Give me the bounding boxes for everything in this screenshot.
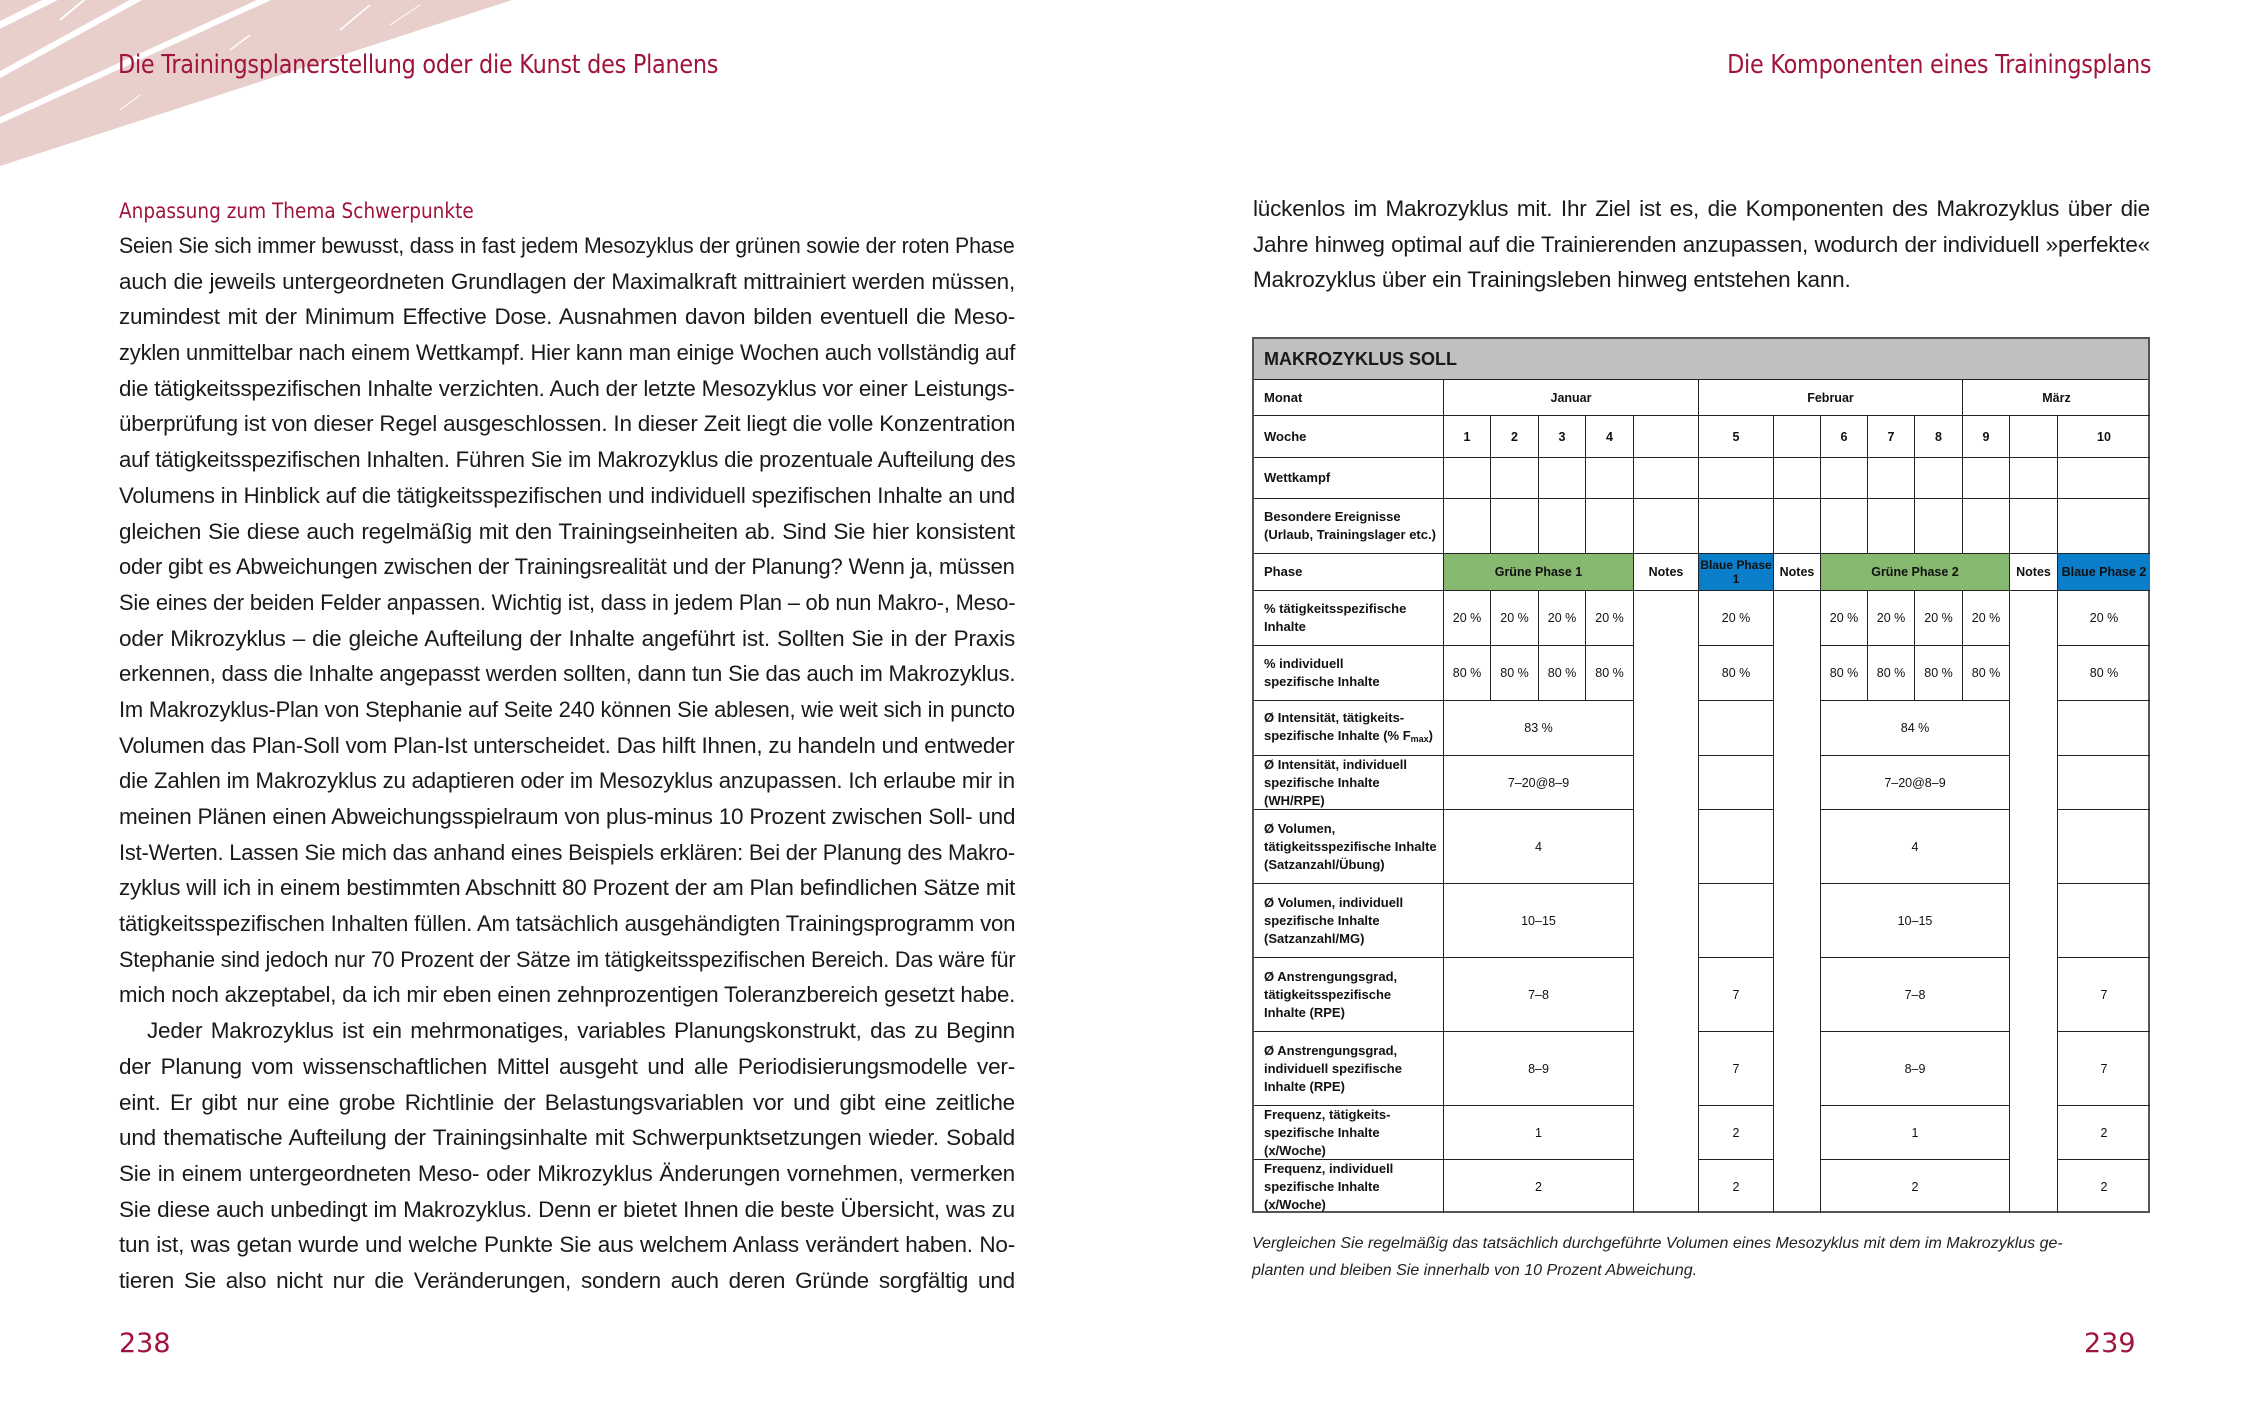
week-7: 7 bbox=[1868, 416, 1915, 458]
row-label-intensitaet-taetigkeit bbox=[1254, 701, 1444, 756]
value-cell bbox=[1699, 701, 1774, 756]
week-1: 1 bbox=[1444, 416, 1491, 458]
empty-cell bbox=[1868, 458, 1915, 499]
label-line: spezifische Inhalte bbox=[1264, 912, 1380, 928]
notes-col-week bbox=[2010, 416, 2058, 458]
empty-cell bbox=[2010, 499, 2058, 554]
week-2: 2 bbox=[1491, 416, 1539, 458]
value-cell: 8–9 bbox=[1821, 1032, 2010, 1106]
month-februar: Februar bbox=[1699, 380, 1963, 416]
empty-cell bbox=[2010, 458, 2058, 499]
value-cell: 7–20@8–9 bbox=[1821, 756, 2010, 810]
value-cell: 4 bbox=[1444, 810, 1634, 884]
text-line: tätigkeitsspezifischen Inhalten füllen. Am tatsächlich ausgehändigten Trainingsprogramm von bbox=[119, 911, 1016, 937]
text-line: meinen Plänen einen Abweichungsspielraum von plus-minus 10 Prozent zwischen Soll- und bbox=[119, 804, 1016, 829]
row-label-frequenz-taetigkeit bbox=[1254, 1106, 1444, 1160]
value-cell: 84 % bbox=[1821, 701, 2010, 756]
label-line: % tätigkeitsspezifische bbox=[1264, 601, 1407, 616]
empty-cell bbox=[1634, 499, 1699, 554]
empty-cell bbox=[1444, 499, 1491, 554]
paragraph-1 bbox=[119, 228, 1015, 1013]
value-cell: 80 % bbox=[2058, 646, 2150, 701]
value-cell: 83 % bbox=[1444, 701, 1634, 756]
value-cell: 7–8 bbox=[1821, 958, 2010, 1032]
value-cell: 8–9 bbox=[1444, 1032, 1634, 1106]
text-line: erkennen, dass die Inhalte angepasst werden sollten, dann tun Sie das auch im Makrozyklus. bbox=[119, 661, 1016, 687]
text-line: die tätigkeitsspezifischen Inhalte verzichten. Auch der letzte Mesozyklus vor einer Leistungs- bbox=[119, 375, 1015, 401]
value-cell: 10–15 bbox=[1821, 884, 2010, 958]
text-line: und thematische Aufteilung der Trainingsinhalte mit Schwerpunktsetzungen wieder. Sobald bbox=[119, 1125, 1015, 1151]
label-line: (Satzanzahl/Übung) bbox=[1264, 856, 1385, 872]
value-cell: 20 % bbox=[1963, 591, 2010, 646]
week-3: 3 bbox=[1539, 416, 1586, 458]
empty-cell bbox=[1821, 458, 1868, 499]
value-cell bbox=[2058, 701, 2150, 756]
label-line: Besondere Ereignisse bbox=[1264, 509, 1401, 524]
row-label-ereignisse bbox=[1254, 499, 1444, 554]
month-maerz: März bbox=[1963, 380, 2150, 416]
text-line: Volumen das Plan-Soll vom Plan-Ist unterscheidet. Das hilft Ihnen, zu handeln und entweder bbox=[119, 732, 1015, 758]
empty-cell bbox=[1963, 499, 2010, 554]
row-label-monat: Monat bbox=[1254, 380, 1444, 416]
text-line: gleichen Sie diese auch regelmäßig mit den Trainingseinheiten ab. Sind Sie hier konsistent bbox=[119, 518, 1015, 544]
value-cell: 80 % bbox=[1915, 646, 1963, 701]
row-label-wettkampf: Wettkampf bbox=[1254, 458, 1444, 499]
value-cell: 20 % bbox=[1821, 591, 1868, 646]
label-line: individuell spezifische bbox=[1264, 1060, 1402, 1076]
empty-cell bbox=[1963, 458, 2010, 499]
label-line: Inhalte bbox=[1264, 619, 1306, 634]
empty-cell bbox=[2058, 499, 2150, 554]
text-line: Volumens in Hinblick auf die tätigkeitsspezifischen und individuell spezifischen Inhalte an und bbox=[119, 482, 1016, 508]
label-line: spezifische Inhalte (x/Woche) bbox=[1264, 1178, 1380, 1212]
row-label-pct-individuell bbox=[1254, 646, 1444, 701]
value-cell: 2 bbox=[2100, 1179, 2108, 1194]
row-label-anstrengung-taetigkeit bbox=[1254, 958, 1444, 1032]
text-line: zyklus will ich in einem bestimmten Abschnitt 80 Prozent der am Plan befindlichen Sätze mit bbox=[119, 875, 1016, 901]
value-cell: 2 bbox=[1821, 1160, 2010, 1213]
page-number-left: 238 bbox=[119, 1328, 171, 1359]
value-cell: 7–8 bbox=[1444, 958, 1634, 1032]
table-caption bbox=[1252, 1230, 2152, 1284]
empty-cell bbox=[1774, 499, 1821, 554]
empty-cell bbox=[1915, 458, 1963, 499]
value-cell bbox=[2058, 884, 2150, 958]
notes-column-1 bbox=[1634, 591, 1699, 1213]
label-line bbox=[1264, 727, 1433, 748]
value-cell: 20 % bbox=[1491, 591, 1539, 646]
label-line: % individuell bbox=[1264, 656, 1344, 671]
text-line: Sie diese auch unbedingt im Makrozyklus. Denn er bietet Ihnen die beste Übersicht, was zu bbox=[119, 1196, 1015, 1222]
value-cell: 2 bbox=[1444, 1160, 1634, 1213]
value-cell: 80 % bbox=[1963, 646, 2010, 701]
notes-column-2 bbox=[1774, 591, 1821, 1213]
text-line: Im Makrozyklus-Plan von Stephanie auf Seite 240 können Sie ablesen, wie weit sich in puncto bbox=[119, 696, 1015, 722]
label-line: (Urlaub, Trainingslager etc.) bbox=[1264, 527, 1436, 542]
row-label-anstrengung-individuell bbox=[1254, 1032, 1444, 1106]
text-line: tun ist, was getan wurde und welche Punkte Sie aus welchem Anlass verändert haben. No- bbox=[119, 1232, 1015, 1258]
label-line: Inhalte (RPE) bbox=[1264, 1004, 1345, 1020]
value-cell: 80 % bbox=[1539, 646, 1586, 701]
text-line: Makrozyklus über ein Trainingsleben hinweg entstehen kann. bbox=[1253, 267, 1851, 293]
value-cell bbox=[2058, 810, 2150, 884]
text-line: oder gibt es Abweichungen zwischen der Trainingsrealität und der Planung? Wenn ja, müssen bbox=[119, 554, 1015, 580]
empty-cell bbox=[1699, 458, 1774, 499]
phase-notes-1: Notes bbox=[1634, 554, 1699, 591]
value-cell bbox=[1699, 756, 1774, 810]
caption-line: Vergleichen Sie regelmäßig das tatsächlich durchgeführte Volumen eines Mesozyklus mit dem im Makrozyklus ge- bbox=[1252, 1235, 2063, 1252]
label-line: spezifische Inhalte (x/Woche) bbox=[1264, 1124, 1380, 1158]
notes-col-week bbox=[1634, 416, 1699, 458]
empty-cell bbox=[1821, 499, 1868, 554]
text-line: Ist-Werten. Lassen Sie mich das anhand eines Beispiels erklären: Bei der Planung des Makro- bbox=[119, 839, 1015, 865]
empty-cell bbox=[1444, 458, 1491, 499]
label-line: Ø Anstrengungsgrad, bbox=[1264, 968, 1398, 984]
label-line: tätigkeitsspezifische Inhalte bbox=[1264, 838, 1437, 854]
week-5: 5 bbox=[1699, 416, 1774, 458]
row-label-volumen-taetigkeit bbox=[1254, 810, 1444, 884]
value-cell bbox=[1699, 884, 1774, 958]
text-line: lückenlos im Makrozyklus mit. Ihr Ziel ist es, die Komponenten des Makrozyklus über die bbox=[1253, 196, 2150, 221]
subscript: max bbox=[1410, 733, 1429, 744]
empty-cell bbox=[1539, 499, 1586, 554]
value-cell: 20 % bbox=[1699, 591, 1774, 646]
value-cell: 80 % bbox=[1491, 646, 1539, 701]
text-line: zyklen unmittelbar nach einem Wettkampf. Hier kann man einige Wochen auch vollständig auf bbox=[119, 340, 1016, 366]
value-cell: 20 % bbox=[1539, 591, 1586, 646]
empty-cell bbox=[1774, 458, 1821, 499]
label-line: Ø Volumen, bbox=[1264, 820, 1336, 836]
text-line: Jeder Makrozyklus ist ein mehrmonatiges, variables Planungskonstrukt, das zu Beginn bbox=[147, 1018, 1015, 1044]
row-label-volumen-individuell bbox=[1254, 884, 1444, 958]
notes-col-week bbox=[1774, 416, 1821, 458]
phase-gruen-1: Grüne Phase 1 bbox=[1444, 554, 1634, 591]
label-text: ) bbox=[1428, 727, 1434, 743]
value-cell: 80 % bbox=[1586, 646, 1634, 701]
value-cell: 20 % bbox=[1915, 591, 1963, 646]
caption-line: planten und bleiben Sie innerhalb von 10 Prozent Abweichung. bbox=[1252, 1262, 1698, 1279]
value-cell: 20 % bbox=[1444, 591, 1491, 646]
label-text: spezifische Inhalte (% F bbox=[1264, 727, 1411, 743]
value-cell: 7 bbox=[2058, 1032, 2150, 1106]
label-line: Ø Intensität, individuell bbox=[1264, 756, 1408, 772]
value-cell: 7–20@8–9 bbox=[1444, 756, 1634, 810]
makrozyklus-table bbox=[1252, 337, 2150, 1213]
empty-cell bbox=[1586, 499, 1634, 554]
text-line: tieren Sie also nicht nur die Veränderungen, sondern auch deren Gründe sorgfältig und bbox=[119, 1267, 1015, 1293]
empty-cell bbox=[1586, 458, 1634, 499]
text-line: der Planung vom wissenschaftlichen Mittel ausgeht und alle Periodisierungsmodelle ver- bbox=[119, 1053, 1015, 1079]
empty-cell bbox=[1868, 499, 1915, 554]
table-title: MAKROZYKLUS SOLL bbox=[1254, 339, 2148, 380]
empty-cell bbox=[1699, 499, 1774, 554]
section-subheading: Anpassung zum Thema Schwerpunkte bbox=[119, 199, 474, 223]
page-number-right: 239 bbox=[2084, 1328, 2136, 1359]
value-cell: 2 bbox=[1699, 1160, 1774, 1213]
text-line: überprüfung ist von dieser Regel ausgeschlossen. In dieser Zeit liegt die volle Konzentration bbox=[119, 411, 1016, 437]
row-label-intensitaet-individuell bbox=[1254, 756, 1444, 810]
text-line: Sie eines der beiden Felder anpassen. Wichtig ist, dass in jedem Plan – ob nun Makro-, Meso- bbox=[119, 589, 1016, 615]
label-line: Ø Volumen, individuell bbox=[1264, 894, 1404, 910]
paragraph-2 bbox=[119, 1013, 1015, 1299]
value-cell bbox=[1699, 810, 1774, 884]
text-line: die Zahlen im Makrozyklus zu adaptieren oder im Mesozyklus anzupassen. Ich erlaube mir in bbox=[119, 768, 1015, 794]
row-label-woche: Woche bbox=[1254, 416, 1444, 458]
phase-notes-3: Notes bbox=[2010, 554, 2058, 591]
text-line: Sie in einem untergeordneten Meso- oder Mikrozyklus Änderungen vornehmen, vermerken bbox=[119, 1160, 1015, 1186]
value-cell: 80 % bbox=[1868, 646, 1915, 701]
empty-cell bbox=[1915, 499, 1963, 554]
empty-cell bbox=[1539, 458, 1586, 499]
left-page-body bbox=[119, 196, 1015, 1299]
label-line: (Satzanzahl/MG) bbox=[1264, 930, 1365, 946]
label-line: Ø Anstrengungsgrad, bbox=[1264, 1042, 1398, 1058]
month-januar: Januar bbox=[1444, 380, 1699, 416]
phase-blau-1: Blaue Phase 1 bbox=[1699, 554, 1774, 591]
label-line: spezifische Inhalte (WH/RPE) bbox=[1264, 774, 1380, 808]
empty-cell bbox=[2058, 458, 2150, 499]
right-page-body bbox=[1253, 191, 2150, 298]
phase-blau-2: Blaue Phase 2 bbox=[2058, 554, 2150, 591]
week-10: 10 bbox=[2058, 416, 2150, 458]
running-head-left: Die Trainingsplanerstellung oder die Kunst des Planens bbox=[118, 50, 719, 80]
value-cell: 20 % bbox=[2058, 591, 2150, 646]
label-line: spezifische Inhalte bbox=[1264, 674, 1380, 689]
value-cell: 80 % bbox=[1444, 646, 1491, 701]
label-line: tätigkeitsspezifische bbox=[1264, 986, 1392, 1002]
week-8: 8 bbox=[1915, 416, 1963, 458]
label-line: Frequenz, tätigkeits- bbox=[1264, 1106, 1391, 1122]
value-cell: 80 % bbox=[1699, 646, 1774, 701]
notes-column-3 bbox=[2010, 591, 2058, 1213]
empty-cell bbox=[1491, 458, 1539, 499]
value-cell: 80 % bbox=[1821, 646, 1868, 701]
value-cell: 7 bbox=[1699, 1032, 1774, 1106]
text-line: mich noch akzeptabel, da ich mir eben einen zehnprozentigen Toleranzbereich gesetzt habe. bbox=[119, 982, 1016, 1008]
value-cell: 7 bbox=[1699, 958, 1774, 1032]
text-line: auf tätigkeitsspezifischen Inhalten. Führen Sie im Makrozyklus die prozentuale Aufteilung des bbox=[119, 447, 1016, 473]
decorative-corner-banner bbox=[0, 0, 520, 170]
label-line: Inhalte (RPE) bbox=[1264, 1078, 1345, 1094]
text-line: Jahre hinweg optimal auf die Trainierenden anzupassen, wodurch der individuell »perfekte« bbox=[1253, 231, 2150, 257]
label-line: Frequenz, individuell bbox=[1264, 1160, 1394, 1176]
value-cell bbox=[2058, 756, 2150, 810]
phase-gruen-2: Grüne Phase 2 bbox=[1821, 554, 2010, 591]
row-label-pct-taetigkeit bbox=[1254, 591, 1444, 646]
week-6: 6 bbox=[1821, 416, 1868, 458]
text-line: auch die jeweils untergeordneten Grundlagen der Maximalkraft mittrainiert werden müssen, bbox=[119, 268, 1015, 294]
value-cell: 2 bbox=[1699, 1106, 1774, 1160]
text-line: Stephanie sind jedoch nur 70 Prozent der Sätze im tätigkeitsspezifischen Bereich. Das wäre für bbox=[119, 946, 1016, 972]
value-cell: 10–15 bbox=[1444, 884, 1634, 958]
value-cell: 20 % bbox=[1586, 591, 1634, 646]
row-label-frequenz-individuell bbox=[1254, 1160, 1444, 1213]
phase-notes-2: Notes bbox=[1774, 554, 1821, 591]
label-line: Ø Intensität, tätigkeits- bbox=[1264, 709, 1405, 725]
text-line: Seien Sie sich immer bewusst, dass in fast jedem Mesozyklus der grünen sowie der roten Phase bbox=[119, 233, 1015, 258]
week-4: 4 bbox=[1586, 416, 1634, 458]
value-cell: 1 bbox=[1821, 1106, 2010, 1160]
running-head-right: Die Komponenten eines Trainingsplans bbox=[1726, 50, 2151, 80]
empty-cell bbox=[1634, 458, 1699, 499]
value-cell: 2 bbox=[2058, 1106, 2150, 1160]
empty-cell bbox=[1491, 499, 1539, 554]
text-line: zumindest mit der Minimum Effective Dose. Ausnahmen davon bilden eventuell die Meso- bbox=[119, 304, 1015, 330]
text-line: eint. Er gibt nur eine grobe Richtlinie der Belastungsvariablen vor und gibt eine zeitliche bbox=[119, 1089, 1015, 1115]
value-cell: 20 % bbox=[1868, 591, 1915, 646]
value-cell: 7 bbox=[2058, 958, 2150, 1032]
week-9: 9 bbox=[1963, 416, 2010, 458]
text-line: oder Mikrozyklus – die gleiche Aufteilung der Inhalte angeführt ist. Sollten Sie in der Praxis bbox=[119, 625, 1015, 651]
value-cell: 4 bbox=[1821, 810, 2010, 884]
value-cell: 1 bbox=[1444, 1106, 1634, 1160]
row-label-phase: Phase bbox=[1254, 554, 1444, 591]
